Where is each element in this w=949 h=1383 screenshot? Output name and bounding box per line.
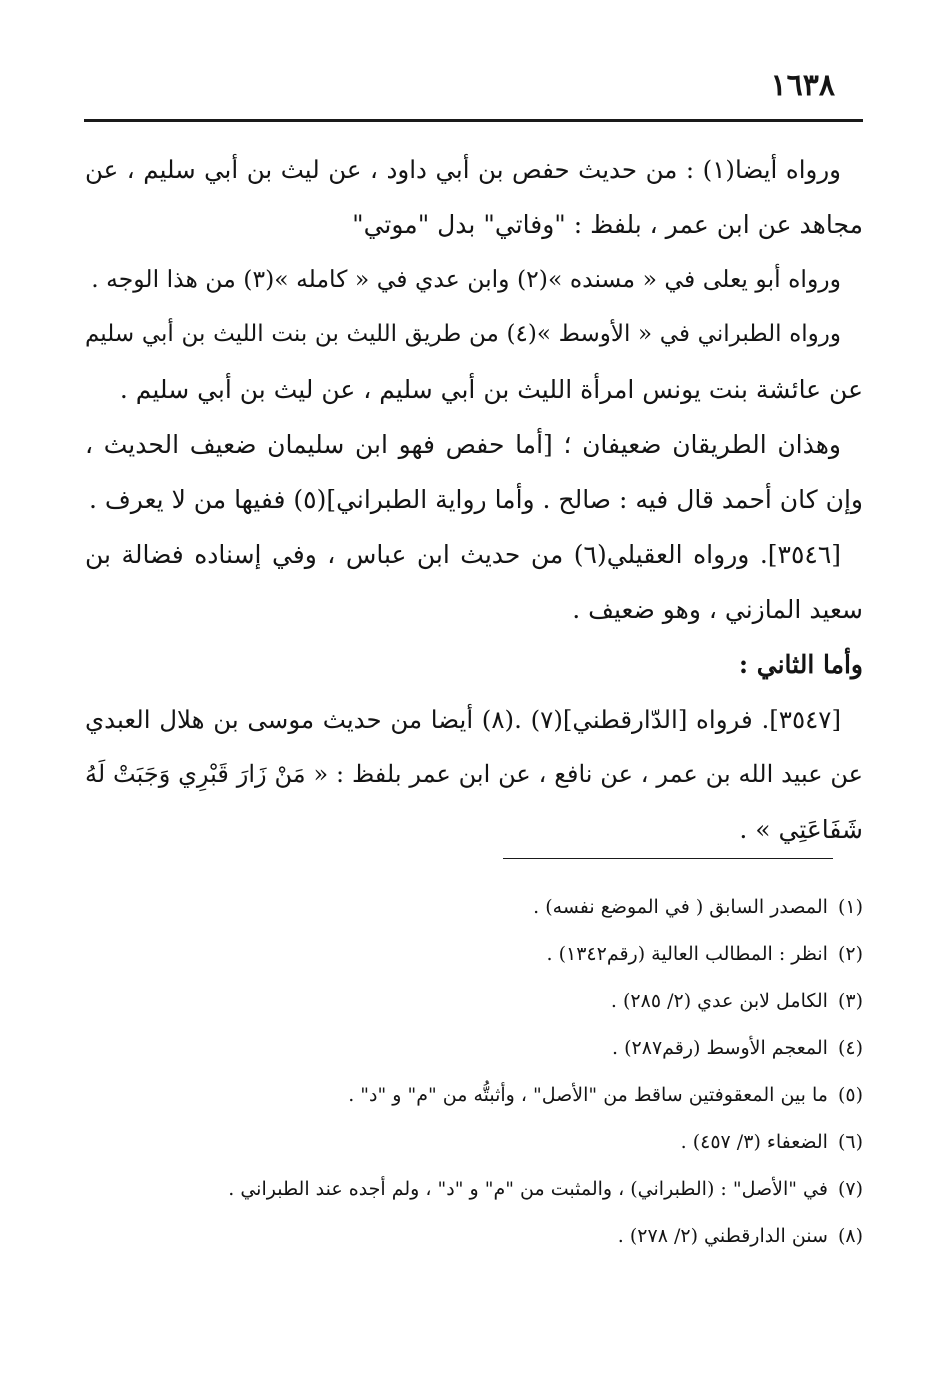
footnote-number: (٢) <box>837 943 863 965</box>
footnote-number: (٦) <box>837 1131 863 1153</box>
page-number: ١٦٣٨ <box>770 68 835 103</box>
text-line: وهذان الطريقان ضعيفان ؛ [أما حفص فهو ابن سليمان ضعيف الحديث ، <box>85 430 841 459</box>
footnote-text: الضعفاء (٣/ ٤٥٧) . <box>680 1131 828 1153</box>
text-line: عن عبيد الله بن عمر ، عن نافع ، عن ابن عمر بلفظ : « مَنْ زَارَ قَبْرِي وَجَبَتْ لَهُ <box>85 760 863 788</box>
footnote-text: المصدر السابق ( في الموضع نفسه) . <box>533 896 828 918</box>
footnote <box>85 1072 863 1119</box>
text-line: مجاهد عن ابن عمر ، بلفظ : "وفاتي" بدل "موتي" <box>352 210 863 239</box>
main-text <box>85 142 863 857</box>
footnote-text: الكامل لابن عدي (٢/ ٢٨٥) . <box>610 990 828 1012</box>
text-line: شَفَاعَتِي » . <box>739 815 863 844</box>
text-line: [٣٥٤٧]. فرواه [الدّارقطني](٧) .(٨) أيضا من حديث موسى بن هلال العبدي <box>85 705 841 734</box>
text-line: وإن كان أحمد قال فيه : صالح . وأما رواية الطبراني](٥) ففيها من لا يعرف . <box>89 485 863 514</box>
footnote-number: (٨) <box>837 1225 863 1247</box>
text-line: ورواه أيضا(١) : من حديث حفص بن أبي داود ، عن ليث بن أبي سليم ، عن <box>85 155 841 184</box>
text-line: ورواه أبو يعلى في « مسنده »(٢) وابن عدي في « كامله »(٣) من هذا الوجه . <box>91 265 841 293</box>
text-line: عن عائشة بنت يونس امرأة الليث بن أبي سليم ، عن ليث بن أبي سليم . <box>119 375 863 404</box>
footnote-number: (٤) <box>837 1037 863 1059</box>
footnote <box>85 1119 863 1166</box>
section-heading: وأما الثاني : <box>738 650 863 679</box>
footnote <box>85 978 863 1025</box>
footnote <box>85 931 863 978</box>
text-line: ورواه الطبراني في « الأوسط »(٤) من طريق الليث بن بنت الليث بن أبي سليم <box>85 321 841 347</box>
footnote-number: (٣) <box>837 990 863 1012</box>
footnote-text: المعجم الأوسط (رقم٢٨٧) . <box>612 1037 828 1059</box>
footnote <box>85 1025 863 1072</box>
footnotes <box>85 884 863 1260</box>
footnote <box>85 1166 863 1213</box>
footnote-text: ما بين المعقوفتين ساقط من "الأصل" ، وأثبتُّه من "م" و "د" . <box>348 1084 828 1106</box>
footnote-text: سنن الدارقطني (٢/ ٢٧٨) . <box>617 1225 828 1247</box>
footnote-number: (٥) <box>837 1084 863 1106</box>
text-line: سعيد المازني ، وهو ضعيف . <box>572 595 863 624</box>
footnote-number: (١) <box>837 896 863 918</box>
footnote <box>85 1213 863 1260</box>
footnote-number: (٧) <box>837 1178 863 1200</box>
footnote-rule <box>503 858 833 859</box>
header-rule <box>84 119 863 122</box>
footnote-text: انظر : المطالب العالية (رقم١٣٤٢) . <box>546 943 828 965</box>
footnote-text: في "الأصل" : (الطبراني) ، والمثبت من "م" و "د" ، ولم أجده عند الطبراني . <box>228 1178 828 1200</box>
text-line: [٣٥٤٦]. ورواه العقيلي(٦) من حديث ابن عباس ، وفي إسناده فضالة بن <box>85 540 842 569</box>
footnote <box>85 884 863 931</box>
